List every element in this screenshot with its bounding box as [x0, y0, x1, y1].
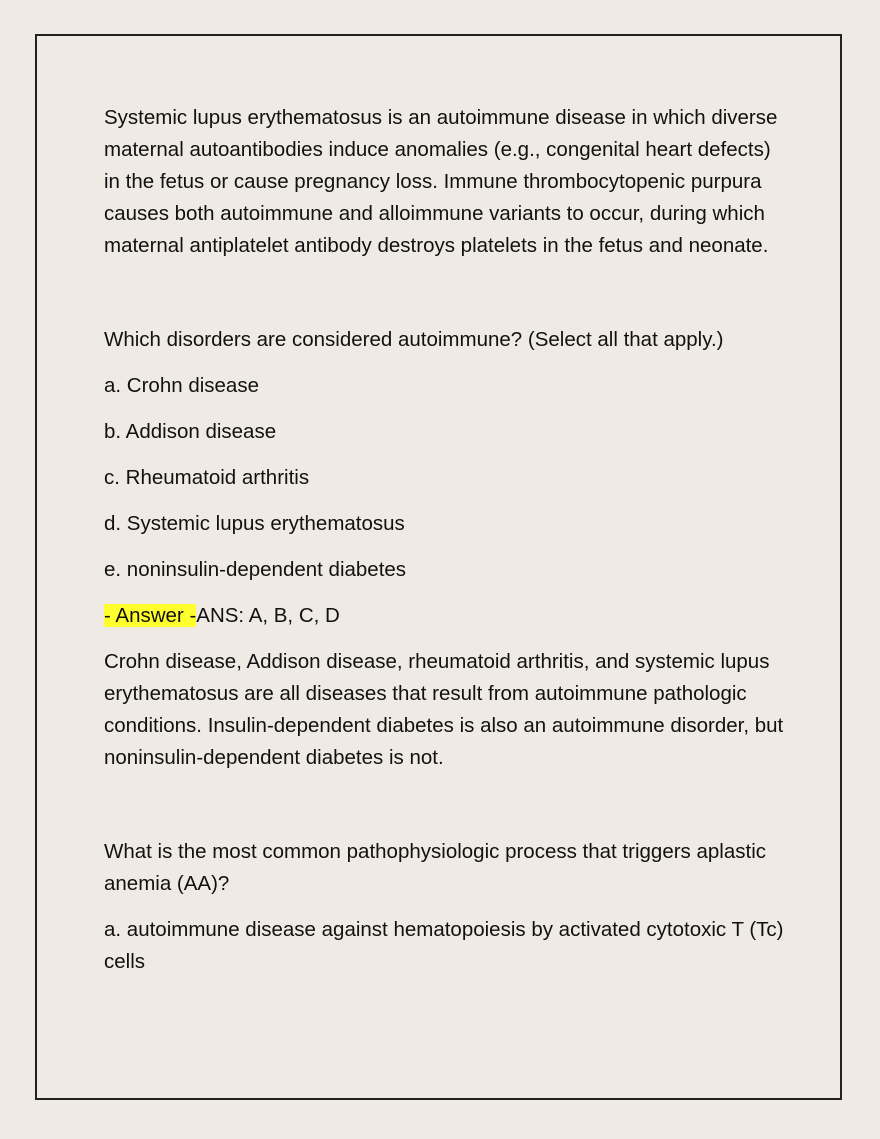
- question-1-option-d: d. Systemic lupus erythematosus: [104, 512, 405, 535]
- document-content: [104, 102, 784, 978]
- answer-highlight-label: - Answer -: [104, 604, 197, 627]
- question-1-option-b: b. Addison disease: [104, 420, 277, 443]
- section-spacer: [104, 262, 784, 324]
- question-1-option-e: e. noninsulin-dependent diabetes: [104, 558, 407, 581]
- question-1-option-c: c. Rheumatoid arthritis: [104, 466, 310, 489]
- question-1-option-a: a. Crohn disease: [104, 374, 259, 397]
- question-2-option-a: a. autoimmune disease against hematopoiesis by activated cytotoxic T (Tc) cells: [104, 918, 784, 973]
- question-1-rationale: Crohn disease, Addison disease, rheumatoid arthritis, and systemic lupus erythematosus are all diseases that result from autoimmune pathologic conditions. Insulin-dependent diabetes is also an autoimmune disorder, but noninsulin-dependent diabetes is not.: [104, 650, 784, 769]
- question-1-prompt: Which disorders are considered autoimmune? (Select all that apply.): [104, 328, 724, 351]
- question-2-prompt: What is the most common pathophysiologic process that triggers aplastic anemia (AA)?: [104, 840, 766, 895]
- intro-paragraph: Systemic lupus erythematosus is an autoimmune disease in which diverse maternal autoantibodies induce anomalies (e.g., congenital heart defects) in the fetus or cause pregnancy loss. Immune thrombocytopenic purpura causes both autoimmune and alloimmune variants to occur, during which maternal antiplatelet antibody destroys platelets in the fetus and neonate.: [104, 106, 778, 257]
- section-spacer: [104, 774, 784, 836]
- answer-text: ANS: A, B, C, D: [196, 604, 340, 627]
- question-1-answer: [104, 600, 784, 632]
